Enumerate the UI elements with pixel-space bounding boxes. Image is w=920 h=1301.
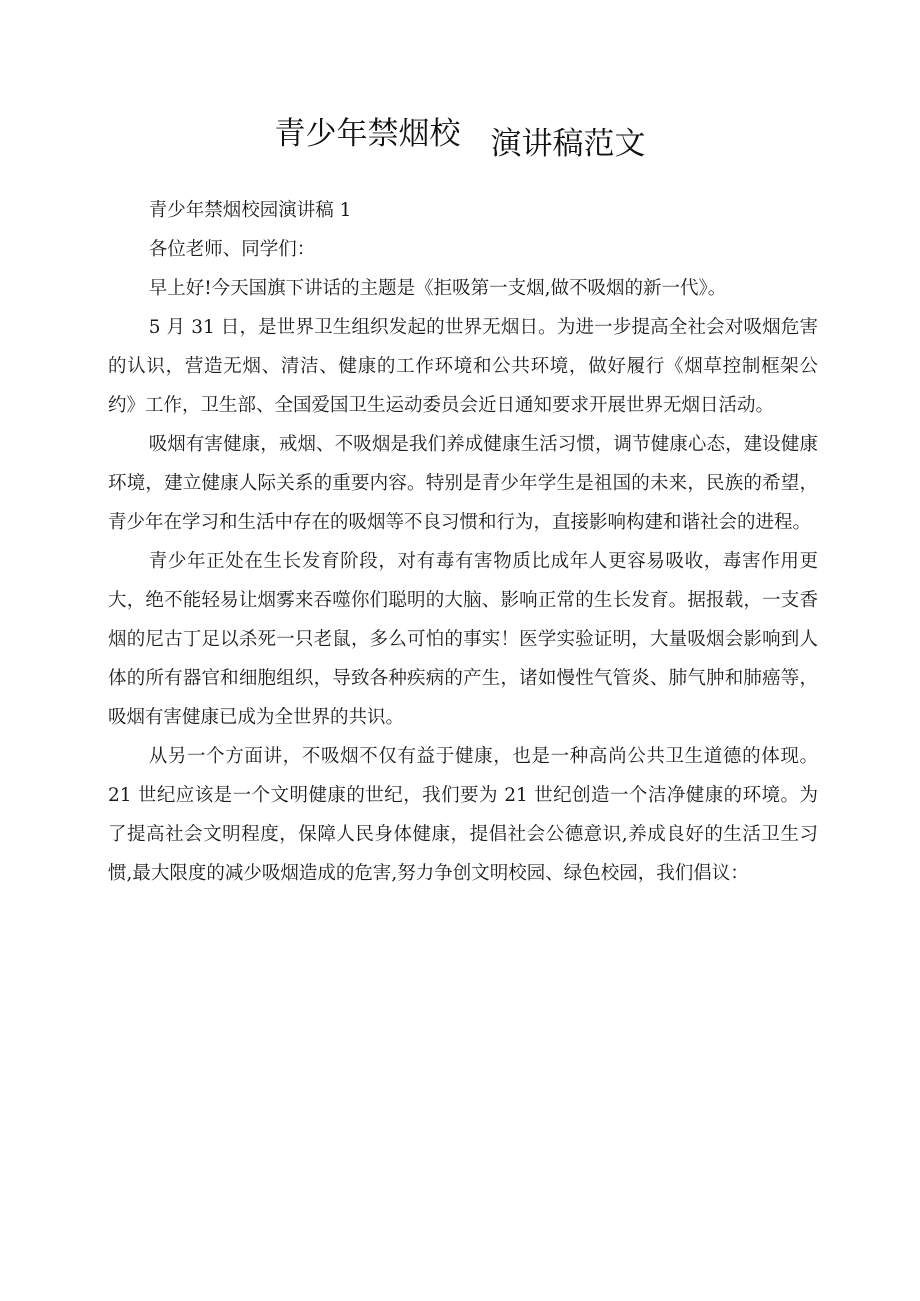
page-title bbox=[0, 112, 920, 162]
title-part-2: 演讲稿范文 bbox=[490, 126, 646, 162]
paragraph-2: 5 月 31 日，是世界卫生组织发起的世界无烟日。为进一步提高全社会对吸烟危害的认识，营造无烟、清洁、健康的工作环境和公共环境，做好履行《烟草控制框架公约》工作，卫生部、全国爱国卫生运动委员会近日通知要求开展世界无烟日活动。 bbox=[108, 317, 818, 416]
subtitle: 青少年禁烟校园演讲稿 1 bbox=[148, 200, 352, 221]
title-part-1: 青少年禁烟校 bbox=[274, 116, 461, 152]
paragraph-1: 早上好!今天国旗下讲话的主题是《拒吸第一支烟,做不吸烟的新一代》。 bbox=[148, 278, 727, 299]
paragraph-3: 吸烟有害健康，戒烟、不吸烟是我们养成健康生活习惯，调节健康心态，建设健康环境，建立健康人际关系的重要内容。特别是青少年学生是祖国的未来，民族的希望，青少年在学习和生活中存在的吸烟等不良习惯和行为，直接影响构建和谐社会的进程。 bbox=[108, 434, 818, 533]
document-body bbox=[108, 191, 818, 893]
paragraph-5: 从另一个方面讲，不吸烟不仅有益于健康，也是一种高尚公共卫生道德的体现。21 世纪应该是一个文明健康的世纪，我们要为 21 世纪创造一个洁净健康的环境。为了提高社会文明程度，保障人民身体健康，提倡社会公德意识,养成良好的生活卫生习惯,最大限度的减少吸烟造成的危害,努力争创文明校园、绿色校园，我们倡议： bbox=[108, 746, 818, 884]
salutation: 各位老师、同学们： bbox=[148, 239, 316, 260]
paragraph-4: 青少年正处在生长发育阶段，对有毒有害物质比成年人更容易吸收，毒害作用更大，绝不能轻易让烟雾来吞噬你们聪明的大脑、影响正常的生长发育。据报载，一支香烟的尼古丁足以杀死一只老鼠，多么可怕的事实！医学实验证明，大量吸烟会影响到人体的所有器官和细胞组织，导致各种疾病的产生，诸如慢性气管炎、肺气肿和肺癌等，吸烟有害健康已成为全世界的共识。 bbox=[108, 551, 818, 728]
